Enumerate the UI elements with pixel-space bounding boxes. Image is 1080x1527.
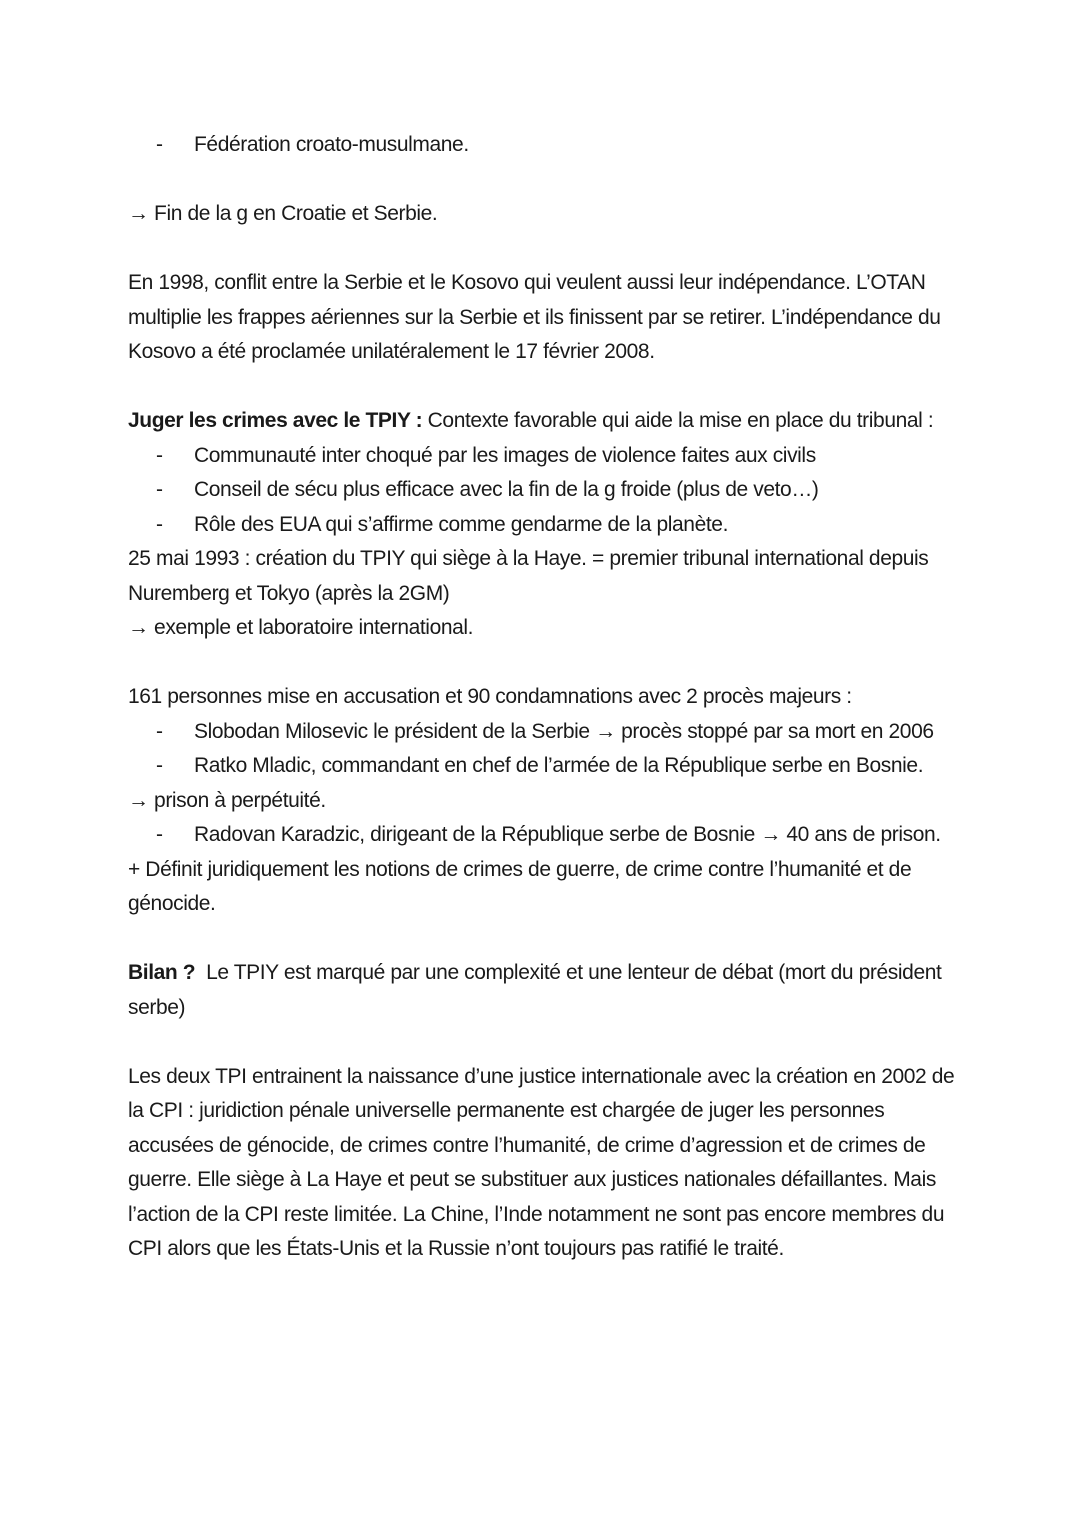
arrow-icon: → xyxy=(760,823,781,846)
list-item-text: Slobodan Milosevic le président de la Serbie xyxy=(194,719,590,743)
tpiy-creation-text: 25 mai 1993 : création du TPIY qui siège à la Haye. = premier tribunal international depuis Nuremberg et Tokyo (après la 2GM) xyxy=(128,547,929,605)
list-item xyxy=(128,473,958,508)
arrow-icon: → xyxy=(128,616,149,639)
document-page xyxy=(128,128,958,1267)
bullet-dash: - xyxy=(156,719,163,743)
list-item-text: Ratko Mladic, commandant en chef de l’armée de la République serbe en Bosnie. xyxy=(194,754,924,777)
tpiy-heading-line xyxy=(128,404,958,439)
bullet-dash: - xyxy=(156,478,163,501)
bilan-paragraph xyxy=(128,956,958,1025)
arrow-icon: → xyxy=(128,202,149,225)
tpiy-example-line xyxy=(128,611,958,646)
tpiy-heading-rest: Contexte favorable qui aide la mise en place du tribunal : xyxy=(422,409,934,432)
fin-guerre-line xyxy=(128,197,958,232)
bullet-dash: - xyxy=(156,823,163,846)
list-item xyxy=(128,749,958,784)
list-item xyxy=(128,715,958,750)
definition-text: + Définit juridiquement les notions de crimes de guerre, de crime contre l’humanité et de génocide. xyxy=(128,857,912,915)
kosovo-paragraph: En 1998, conflit entre la Serbie et le Kosovo qui veulent aussi leur indépendance. L’OTAN multiplie les frappes aériennes sur la Serbie et ils finissent par se retirer. L’indépendance du Kosovo a été proclamée unilatéralement le 17 février 2008. xyxy=(128,271,941,363)
tpiy-example-text: exemple et laboratoire international. xyxy=(154,616,474,639)
list-item xyxy=(128,508,958,543)
list-item-text: procès stoppé par sa mort en 2006 xyxy=(615,719,934,743)
list-item-text: Communauté inter choqué par les images de violence faites aux civils xyxy=(194,443,816,467)
mladic-result-line xyxy=(128,784,958,819)
list-item-text: 40 ans de prison. xyxy=(780,823,941,846)
list-item-text: Rôle des EUA qui s’affirme comme gendarme de la planète. xyxy=(194,512,729,536)
bullet-dash: - xyxy=(156,754,163,777)
arrow-icon: → xyxy=(595,719,616,743)
proces-intro: 161 personnes mise en accusation et 90 condamnations avec 2 procès majeurs : xyxy=(128,685,852,708)
bullet-dash: - xyxy=(156,443,163,467)
intro-bullet-item xyxy=(128,128,958,163)
list-item xyxy=(128,439,958,474)
tpiy-heading: Juger les crimes avec le TPIY : xyxy=(128,409,423,432)
bilan-text: Le TPIY est marqué par une complexité et une lenteur de débat (mort du président serbe) xyxy=(128,961,947,1019)
cpi-paragraph: Les deux TPI entrainent la naissance d’une justice internationale avec la création en 2002 de la CPI : juridiction pénale universelle permanente est chargée de juger les personnes accusées de génocide, de crimes contre l’humanité, de crime d’agression et de crimes de guerre. Elle siège à La Haye et peut se substituer aux justices nationales défaillantes. Mais l’action de la CPI reste limitée. La Chine, l’Inde notamment ne sont pas encore membres du CPI alors que les États-Unis et la Russie n’ont toujours pas ratifié le traité. xyxy=(128,1064,955,1260)
bullet-dash: - xyxy=(156,133,163,156)
bilan-heading: Bilan ? xyxy=(128,961,196,984)
bullet-dash: - xyxy=(156,512,163,536)
list-item xyxy=(128,818,958,853)
list-item-text: Radovan Karadzic, dirigeant de la République serbe de Bosnie xyxy=(194,823,755,846)
list-item-text: Conseil de sécu plus efficace avec la fin de la g froide (plus de veto…) xyxy=(194,478,819,501)
fin-guerre-text: Fin de la g en Croatie et Serbie. xyxy=(154,202,438,225)
arrow-icon: → xyxy=(128,788,149,812)
mladic-result-text: prison à perpétuité. xyxy=(154,788,326,812)
intro-bullet-text: Fédération croato-musulmane. xyxy=(194,133,469,156)
